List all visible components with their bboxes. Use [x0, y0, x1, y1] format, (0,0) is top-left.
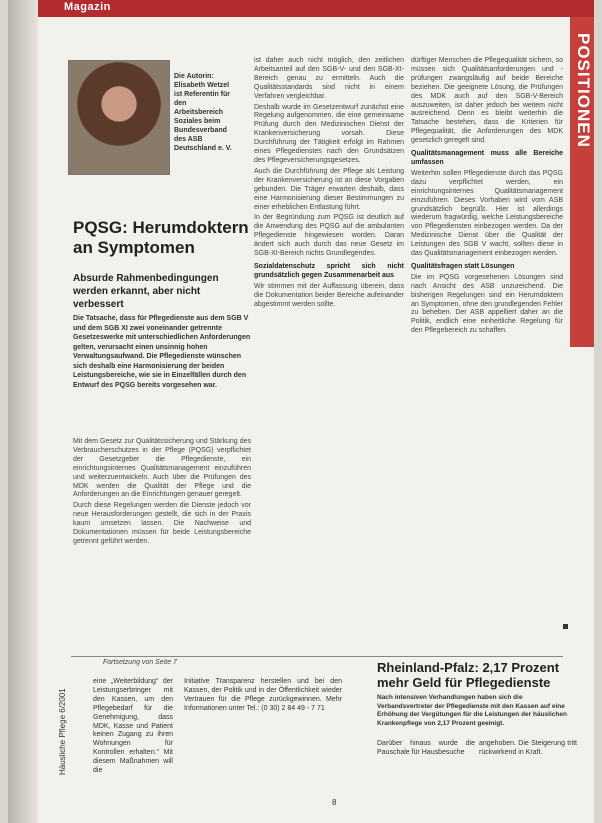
continuation-column-1: eine „Weiterbildung“ der Leistungserbringer mit den Kassen, um den Pflegebedarf für die Genehmigung, dass MDK, Kasse und Patient keinen Zugang zu ihren Wohnungen für Kontrollen erhalten.“ Mit diesem Maßnahmen will die — [93, 678, 173, 775]
news-column-2: angehoben. Die Steigerung tritt rückwirkend in Kraft. — [479, 740, 577, 756]
edge-label-strip — [570, 17, 594, 347]
paragraph: Wir stimmen mit der Auffassung überein, dass die Dokumentation beider Bereiche aufeinander abgestimmt werden sollte. — [254, 282, 404, 308]
page-number: 8 — [332, 798, 337, 807]
section-label: Magazin — [64, 1, 111, 13]
paragraph: Die im PQSG vorgesehenen Lösungen sind nach Ansicht des ASB unzureichend. Die bisherigen Regelungen sind ein Herumdoktern an Symptomen, ohne den grundlegenden Fehler zu beheben. Der ASB appelliert daher an die Politik, endlich eine einheitliche Regelung für den Pflegebereich zu schaffen. — [411, 273, 563, 335]
article-end-mark — [563, 624, 568, 629]
page-binding — [8, 0, 38, 823]
paragraph: dürftiger Menschen die Pflegequalität sichern, so müssen sich Qualitätsanforderungen und -prüfungen zwangsläufig auf beide Bereiche beziehen. Die geeignete Lösung, die Prüfungen des MDK auch auf den SGB-V-Bereich auszuweiten, ist daher jedoch bei weitem nicht ausreichend. Denn es bleibt weiterhin die Tatsache bestehen, dass die Kriterien für Pflegequalität, die Anforderungen des MDK gesetzlich geregelt sind. — [411, 57, 563, 145]
column-heading: Qualitätsfragen statt Lösungen — [411, 262, 515, 270]
journal-issue-label: Häusliche Pflege 6/2001 — [58, 688, 67, 775]
continuation-label: Fortsetzung von Seite 7 — [103, 659, 177, 666]
continuation-column-2: Initiative Transparenz herstellen und bei den Kassen, der Politik und in der Öffentlichkeit wieder Vertrauen für die Pflege zurückgewinnen. Mehr Informationen unter Tel.: (0 30) 2 84 49 - 7 71 — [184, 678, 342, 712]
article-column-3 — [411, 57, 563, 338]
paragraph: Mit dem Gesetz zur Qualitätssicherung und Stärkung des Verbraucherschutzes in der Pflege (PQSG) verpflichtet der Gesetzgeber die Pflegedienste, ein einrichtungsinternes Qualitätsmanagement einzuführen und weiterzuentwickeln. Auch über die Prüfungen des MDK werden die Qualität der Pflege und die Anforderungen an die Einrichtungen genauer geregelt. — [73, 438, 251, 499]
paragraph: Weiterhin sollen Pflegedienste durch das PQSG dazu verpflichtet werden, ein einrichtungsinternes Qualitätsmanagement einzuführen. Dieses Vorhaben wird vom ASB grundsätzlich begrüßt. Hier ist allerdings wiederum fragwürdig, welche Leistungsbereiche von Pflegediensten einbezogen werden. Da der Medizinische Dienst über die Qualität der Leistungen des SGB V wacht, sollten diese in das Qualitätsmanagement einbezogen werden. — [411, 169, 563, 258]
news-column-1: Darüber hinaus wurde die Pauschale für Hausbesuche — [377, 740, 475, 756]
magazine-page — [8, 0, 594, 823]
article-column-2 — [254, 57, 404, 311]
news-title: Rheinland-Pfalz: 2,17 Prozent mehr Geld für Pflegedienste — [377, 660, 560, 690]
paragraph: Deshalb wurde im Gesetzentwurf zunächst eine Regelung aufgenommen, die eine gemeinsame Prüfung durch den Medizinischen Dienst der Krankenversicherung vorsah. Diese Durchführung der Tätigkeit erfolgt im Rahmen eines Pflegedienstes nach den Grundsätzen des Pflegeversicherungsgesetzes. — [254, 103, 404, 164]
column-heading: Qualitätsmanagement muss alle Bereiche umfassen — [411, 150, 563, 166]
section-header-bar — [38, 0, 594, 17]
article-lead: Die Tatsache, dass für Pflegedienste aus dem SGB V und dem SGB XI zwei voneinander getrennte Gesetzeswerke mit unterschiedlichen Anforderungen gelten, verursacht einen unsinnig hohen Verwaltungsaufwand. Die Pflegedienste wünschen sich deshalb eine Harmonisierung der beiden Leistungsbereiche, wie sie in Einzelfällen durch den Entwurf des PQSG bereits vorgesehen war. — [73, 315, 251, 389]
column-heading: Sozialdatenschutz spricht sich nicht grundsätzlich gegen Zusammenarbeit aus — [254, 262, 404, 279]
article-subtitle: Absurde Rahmenbedingungen werden erkannt, aber nicht verbessert — [73, 273, 219, 310]
paragraph: ist daher auch nicht möglich, den zeitlichen Arbeitsanteil auf den SGB-V- und den SGB-XI-Bereich genau zu ermitteln. Auch die Qualitätsstandards sind nicht in einem Verfahren vergleichbar. — [254, 57, 404, 100]
article-column-1 — [73, 438, 251, 549]
paragraph: Durch diese Regelungen werden die Dienste jedoch vor neue Herausforderungen gestellt, die sich in der Praxis kaum umsetzen lassen. Die Nachweise und Dokumentationen müssen für beide Leistungsbereiche getrennt geführt werden. — [73, 502, 251, 545]
paragraph: Auch die Durchführung der Pflege als Leistung der Krankenversicherung ist an diese Vorgaben gebunden. Die Träger erwarten deshalb, dass eine Harmonisierung dieser Bestimmungen zu einer erheblichen Entlastung führt. — [254, 167, 404, 211]
section-divider — [71, 656, 563, 657]
author-photo — [68, 60, 170, 175]
news-lead: Nach intensiven Verhandlungen haben sich die Verbandsvertreter der Pflegedienste mit den Kassen auf eine Erhöhung der Vergütungen für die Leistungen der häuslichen Krankenpflege von 2,17 Prozent geeinigt. — [377, 694, 567, 727]
edge-label: POSITIONEN — [574, 33, 593, 148]
article-title: PQSG: Herumdoktern an Symptomen — [73, 218, 249, 257]
author-caption: Die Autorin: Elisabeth Wetzel ist Referentin für den Arbeitsbereich Soziales beim Bundesverband des ASB Deutschland e. V. — [174, 73, 232, 152]
paragraph: In der Begründung zum PQSG ist deutlich auf die Anwendung des PQSG auf die ambulanten Pflegedienste hingewiesen worden. Daran ändert sich auch durch das neue Gesetz im SGB-XI-Bereich nichts Grundlegendes. — [254, 214, 404, 258]
